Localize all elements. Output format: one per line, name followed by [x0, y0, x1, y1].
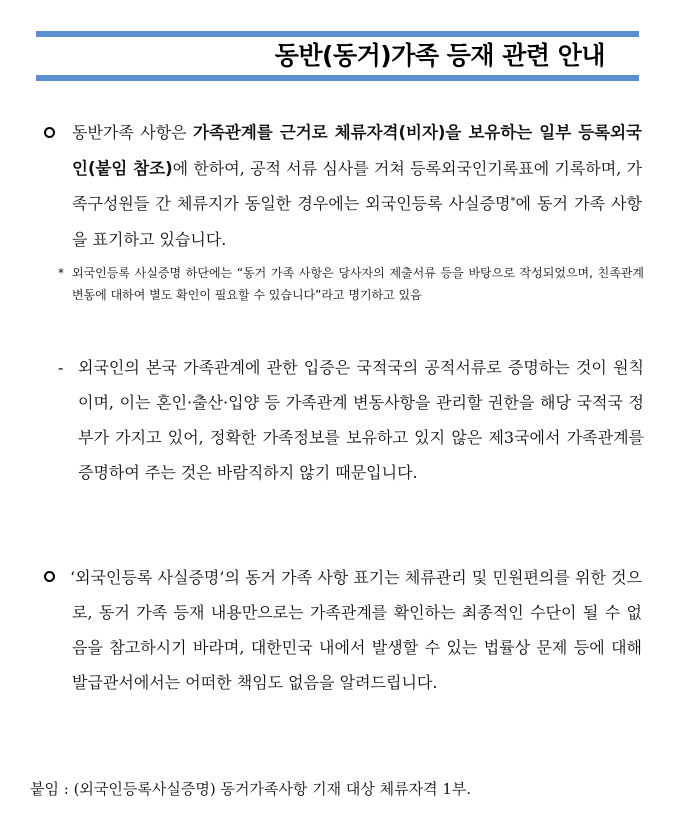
section1-text-b: 에 한하여, 공적 서류 심사를 거쳐 등록외국인기록표에 기록하며, 가족구성원들 간 체류지가 동일한 경우에는 외국인등록 사실증명 — [72, 158, 642, 213]
bullet-circle-icon — [44, 127, 55, 138]
dash-item — [58, 350, 644, 490]
page-title: 동반(동거)가족 등재 관련 안내 — [274, 41, 605, 70]
section2-text: ‘외국인등록 사실증명’의 동거 가족 사항 표기는 체류관리 및 민원편의를 위한 것으로, 동거 가족 등재 내용만으로는 가족관계를 확인하는 최종적인 수단이 될 수 없음을 참고하시기 바라며, 대한민국 내에서 발생할 수 있는 법률상 문제 등에 대해 발급관서에서는 어떠한 책임도 없음을 알려드립니다. — [70, 568, 642, 692]
dash-item-text: 외국인의 본국 가족관계에 관한 입증은 국적국의 공적서류로 증명하는 것이 원칙이며, 이는 혼인·출산·입양 등 가족관계 변동사항을 관리할 권한을 해당 국적국 정부가 가지고 있어, 정확한 가족정보를 보유하고 있지 않은 제3국에서 가족관계를 증명하여 주는 것은 바람직하지 않기 때문입니다. — [78, 358, 644, 482]
header-rule-top — [36, 31, 639, 37]
dash-mark: - — [58, 358, 64, 377]
footnote-reference: * — [510, 196, 516, 207]
section1-bold-text: 가족관계를 근거로 체류자격(비자)을 보유하는 일부 등록외국인(붙임 참조) — [72, 123, 642, 178]
bullet-circle-icon — [44, 571, 55, 582]
footnote — [58, 262, 644, 306]
footnote-text: 외국인등록 사실증명 하단에는 “동거 가족 사항은 당사자의 제출서류 등을 바탕으로 작성되었으며, 친족관계 변동에 대하여 별도 확인이 필요할 수 있습니다”라고 명기하고 있음 — [72, 266, 644, 302]
header-rule-bottom — [36, 75, 639, 81]
section-disclaimer — [72, 560, 642, 700]
section-family-registration — [72, 115, 642, 257]
section1-text-a: 동반가족 사항은 — [72, 123, 194, 142]
attachment-note: 붙임 : (외국인등록사실증명) 동거가족사항 기재 대상 체류자격 1부. — [30, 780, 472, 798]
footnote-mark: * — [58, 266, 64, 280]
section1-text-c: 에 동거 가족 사항을 표기하고 있습니다. — [72, 194, 643, 249]
